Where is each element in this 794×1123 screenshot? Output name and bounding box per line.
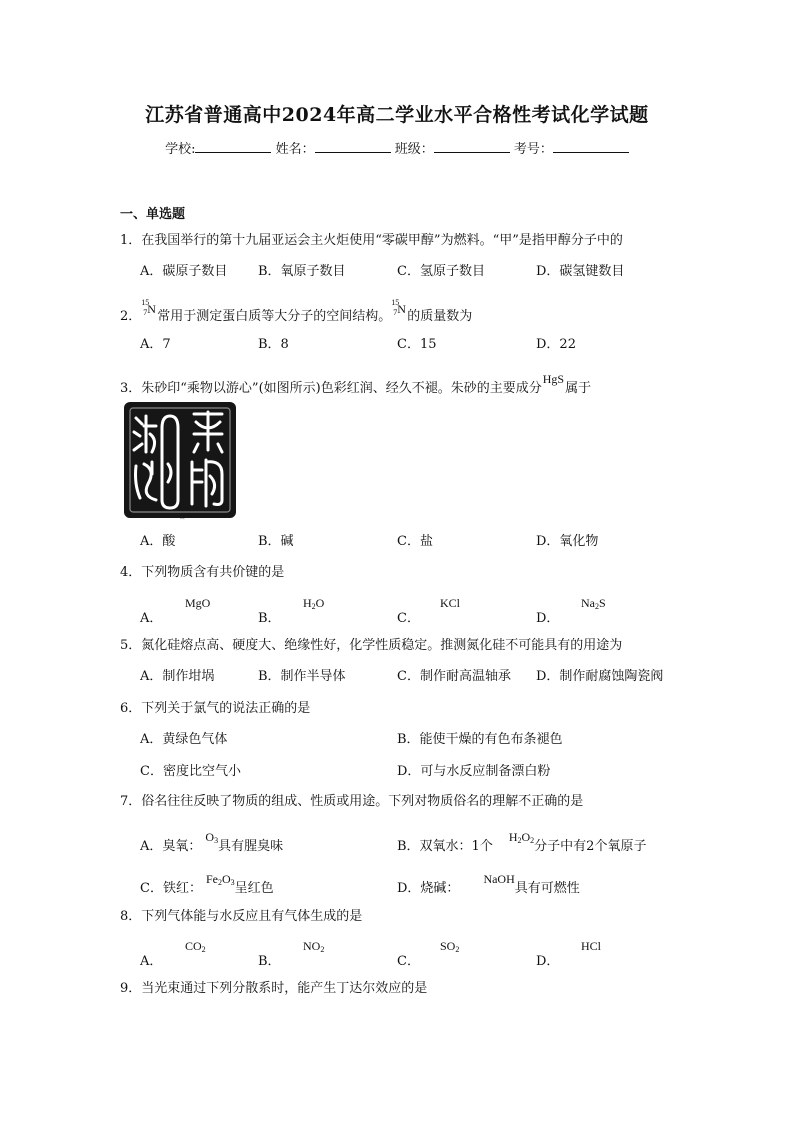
q6-option-b: B．能使干燥的有色布条褪色 — [397, 732, 563, 747]
q2-text-2: 的质量数为 — [407, 309, 473, 324]
q7-option-b — [397, 830, 647, 854]
class-label: 班级： — [394, 142, 434, 157]
q3-tail: 属于 — [565, 381, 592, 396]
q1-option-d: D．碳氢键数目 — [536, 264, 625, 279]
q4-option-b: B． — [258, 611, 281, 626]
q8-option-d: D． — [536, 954, 560, 969]
q1-option-c: C．氢原子数目 — [397, 264, 485, 279]
class-blank — [434, 140, 510, 153]
q4-option-a: A． — [140, 611, 163, 626]
q2-option-c: C．15 — [397, 337, 437, 352]
school-label: 学校: — [165, 142, 196, 157]
seal-text: 乘物以游心 — [180, 519, 185, 520]
question-1-stem: 1．在我国举行的第十九届亚运会主火炬使用“零碳甲醇”为燃料。“甲”是指甲醇分子中的 — [120, 233, 623, 248]
q8-option-a: A． — [140, 954, 163, 969]
nitrogen-15-isotope-2 — [391, 298, 407, 318]
q3-option-b: B．碱 — [258, 534, 294, 549]
seal-image — [122, 400, 238, 520]
name-blank — [315, 140, 391, 153]
q7-c-label: C．铁红： — [140, 881, 202, 896]
q1-option-b: B．氧原子数目 — [258, 264, 346, 279]
question-8-stem: 8．下列气体能与水反应且有气体生成的是 — [120, 909, 363, 924]
q3-formula-hgs: HgS — [542, 372, 565, 386]
isotope-atomic-number: 7 — [393, 308, 398, 317]
q7-b-text: 分子中有2个氧原子 — [534, 839, 647, 854]
question-7-stem: 7．俗名往往反映了物质的组成、性质或用途。下列对物质俗名的理解不正确的是 — [120, 794, 584, 809]
q4-option-d: D． — [536, 611, 560, 626]
q5-option-d: D．制作耐腐蚀陶瓷阀 — [536, 669, 664, 684]
q7-c-text: 呈红色 — [234, 881, 274, 896]
q7-formula-h2o2: $H_2O_2$ — [508, 830, 535, 845]
q7-option-c — [140, 872, 274, 896]
q6-option-c: C．密度比空气小 — [140, 764, 241, 779]
q7-formula-fe2o3: $Fe_2O_3$ — [205, 872, 235, 887]
q8-formula-no2: $NO_2$ — [303, 939, 325, 954]
isotope-mass-number: 15 — [141, 298, 150, 307]
q4-option-c: C． — [397, 611, 420, 626]
q1-option-a: A．碳原子数目 — [140, 264, 228, 279]
q8-option-c: C． — [397, 954, 420, 969]
q4-formula-mgo: MgO — [185, 596, 211, 610]
q2-text-1: 常用于测定蛋白质等大分子的空间结构。 — [157, 309, 392, 324]
q5-option-c: C．制作耐高温轴承 — [397, 669, 511, 684]
q4-formula-h2o: $H_2O$ — [303, 596, 325, 611]
q4-formula-na2s: $Na_2S$ — [581, 596, 606, 611]
school-blank — [195, 140, 271, 153]
question-6-stem: 6．下列关于氯气的说法正确的是 — [120, 701, 311, 716]
q3-text: 3．朱砂印“乘物以游心”(如图所示)色彩红润、经久不褪。朱砂的主要成分 — [120, 381, 542, 396]
q2-option-b: B．8 — [258, 337, 289, 352]
isotope-atomic-number: 7 — [143, 308, 148, 317]
q7-d-label: D．烧碱： — [397, 881, 460, 896]
question-4-stem: 4．下列物质含有共价键的是 — [120, 565, 285, 580]
q7-formula-o3: $O_3$ — [205, 830, 219, 845]
q6-option-d: D．可与水反应制备漂白粉 — [397, 764, 551, 779]
q8-formula-co2: $CO_2$ — [185, 939, 206, 954]
q8-option-b: B． — [258, 954, 281, 969]
q7-a-label: A．臭氧： — [140, 839, 202, 854]
question-5-stem: 5．氮化硅熔点高、硬度大、绝缘性好，化学性质稳定。推测氮化硅不可能具有的用途为 — [120, 638, 623, 653]
section-heading: 一、单选题 — [120, 207, 186, 222]
q7-b-label: B．双氧水：1个 — [397, 839, 493, 854]
q3-option-c: C．盐 — [397, 534, 433, 549]
q8-formula-so2: $SO_2$ — [440, 939, 460, 954]
name-label: 姓名： — [275, 142, 315, 157]
page-title: 江苏省普通高中2024年高二学业水平合格性考试化学试题 — [145, 104, 649, 126]
q3-option-d: D．氧化物 — [536, 534, 599, 549]
student-info-line — [0, 138, 794, 157]
nitrogen-15-isotope — [141, 298, 157, 318]
q7-option-a — [140, 830, 284, 854]
q7-option-d — [397, 872, 580, 896]
q7-d-text: 具有可燃性 — [514, 881, 580, 896]
number-blank — [553, 140, 629, 153]
q2-option-a: A．7 — [140, 337, 171, 352]
q6-option-a: A．黄绿色气体 — [140, 732, 228, 747]
q8-formula-hcl: HCl — [581, 939, 602, 953]
q5-option-b: B．制作半导体 — [258, 669, 346, 684]
q5-option-a: A．制作坩埚 — [140, 669, 215, 684]
q7-formula-naoh: NaOH — [483, 872, 515, 886]
q2-number: 2． — [120, 309, 142, 324]
question-9-stem: 9．当光束通过下列分散系时，能产生丁达尔效应的是 — [120, 981, 428, 996]
question-3-stem — [120, 372, 592, 396]
q2-option-d: D．22 — [536, 337, 576, 352]
q7-a-text: 具有腥臭味 — [218, 839, 284, 854]
isotope-mass-number: 15 — [391, 298, 400, 307]
number-label: 考号： — [513, 142, 553, 157]
isotope-symbol: N — [397, 302, 406, 316]
question-2-stem — [120, 298, 473, 324]
q4-formula-kcl: KCl — [440, 596, 461, 610]
isotope-symbol: N — [147, 302, 156, 316]
q3-option-a: A．酸 — [140, 534, 176, 549]
